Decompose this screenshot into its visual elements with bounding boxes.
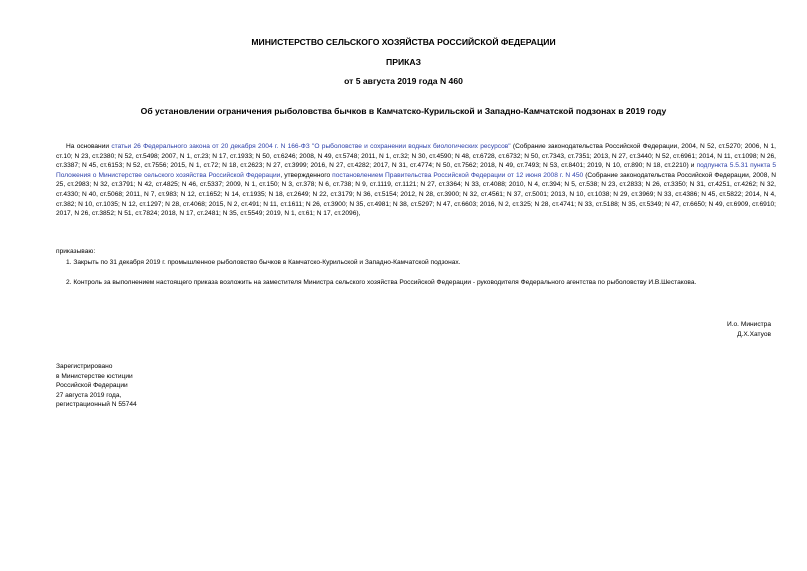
- preamble-paragraph: [56, 142, 776, 219]
- registration-line-2: в Министерстве юстиции: [56, 372, 133, 380]
- signature-block: [727, 320, 771, 341]
- registration-block: [56, 362, 137, 410]
- order-item-2: 2. Контроль за выполнением настоящего приказа возложить на заместителя Министра сельского хозяйства Российской Федерации - руководителя Федерального агентства по рыболовству И.В.Шестакова.: [66, 279, 697, 286]
- registration-line-3: Российской Федерации: [56, 382, 128, 390]
- preamble-citations-2: (Собрание законодательства Российской Федерации, 2008, N 25, ст.2983; N 32, ст.3791; N 42, ст.4825; N 46, ст.5337; 2009, N 1, ст.150; N 3, ст.378; N 6, ст.738; N 9, ст.1119, ст.1121; N 27, ст.3364; N 33, ст.4088; 2010, N 4, ст.394; N 5, ст.538; N 23, ст.2833; N 26, ст.3350; N 31, ст.4251, ст.4262; N 32, ст.4330; N 40, ст.5068; 2011, N 7, ст.983; N 12, ст.1652; N 14, ст.1935; N 18, ст.2649; N 22, ст.3179; N 36, ст.5154; 2012, N 28, ст.3900; N 32, ст.4561; N 37, ст.5001; 2013, N 10, ст.1038; N 29, ст.3969; N 33, ст.4386; N 45, ст.5822; 2014, N 4, ст.382; N 10, ст.1035; N 12, ст.1297; N 28, ст.4068; 2015, N 2, ст.491; N 11, ст.1611; N 26, ст.3900; N 35, ст.4981; N 38, ст.5297; N 47, ст.6603; 2016, N 2, ст.325; N 28, ст.4741; N 33, ст.5188; N 35, ст.5349; N 47, ст.6650; N 49, ст.6909, ст.6910; 2017, N 26, ст.3852; N 51, ст.7824; 2018, N 17, ст.2481; N 35, ст.5549; 2019, N 1, ст.61; N 17, ст.2096),: [56, 171, 777, 218]
- ministry-heading: МИНИСТЕРСТВО СЕЛЬСКОГО ХОЗЯЙСТВА РОССИЙСКОЙ ФЕДЕРАЦИИ: [251, 37, 556, 47]
- signature-name: Д.Х.Хатуов: [737, 331, 771, 339]
- preamble-lead: На основании: [66, 143, 112, 150]
- preamble-citations-1: (Собрание законодательства Российской Федерации, 2004, N 52, ст.5270; 2006, N 1, ст.10; N 23, ст.2380; N 52, ст.5498; 2007, N 1, ст.23; N 17, ст.1933; N 50, ст.6246; 2008, N 49, ст.5748; 2011, N 1, ст.32; N 30, ст.4590; N 48, ст.6728, ст.6732; N 50, ст.7343, ст.7351; 2013, N 27, ст.3440; N 52, ст.6961; 2014, N 11, ст.1098; N 26, ст.3387; N 45, ст.6153; N 52, ст.7556; 2015, N 1, ст.72; N 18, ст.2623; N 27, ст.3999; 2016, N 27, ст.4282; 2017, N 31, ст.4774; N 50, ст.7562; 2018, N 49, ст.7493; N 53, ст.8401; 2019, N 10, ст.890; N 18, ст.2210) и: [56, 143, 776, 170]
- order-item-1: 1. Закрыть по 31 декабря 2019 г. промышленное рыболовство бычков в Камчатско-Курильской и Западно-Камчатской подзонах.: [66, 259, 461, 266]
- registration-line-4: 27 августа 2019 года,: [56, 391, 122, 399]
- registration-line-1: Зарегистрировано: [56, 363, 113, 370]
- preamble-approved: , утвержденного: [280, 171, 333, 179]
- registration-line-5: регистрационный N 55744: [56, 401, 137, 409]
- order-word: приказываю:: [56, 248, 96, 255]
- law-article-link[interactable]: статьи 26 Федерального закона от 20 декабря 2004 г. N 166-ФЗ "О рыболовстве и сохранении водных биологических ресурсов": [111, 143, 511, 150]
- date-number-heading: от 5 августа 2019 года N 460: [344, 76, 463, 86]
- regulation-subclause-link[interactable]: подпункта 5.5.31 пункта 5 Положения о Министерстве сельского хозяйства Российской Федерации: [56, 162, 776, 179]
- signature-position: И.о. Министра: [726, 321, 771, 328]
- government-resolution-link[interactable]: постановлением Правительства Российской Федерации от 12 июня 2008 г. N 450: [332, 171, 584, 179]
- document-title: Об установлении ограничения рыболовства бычков в Камчатско-Курильской и Западно-Камчатской подзонах в 2019 году: [140, 106, 667, 116]
- document-type-heading: ПРИКАЗ: [386, 57, 421, 67]
